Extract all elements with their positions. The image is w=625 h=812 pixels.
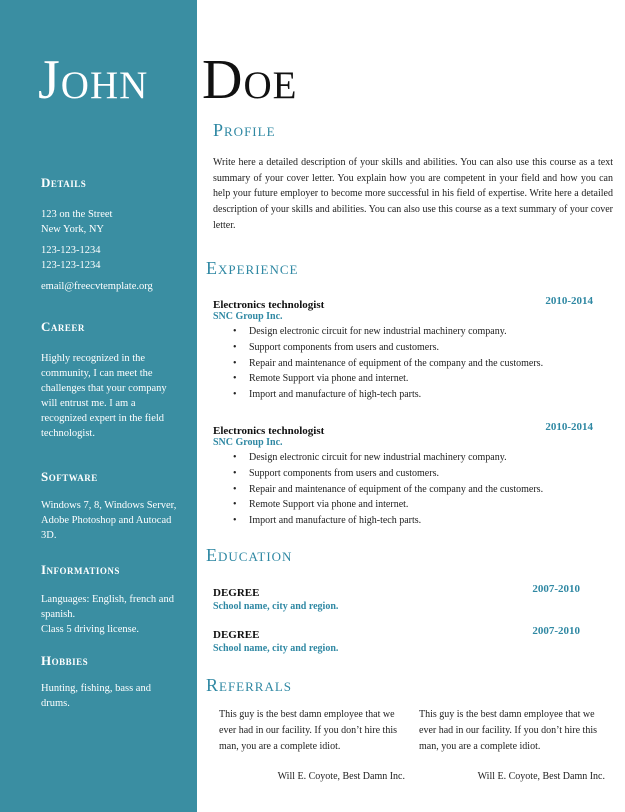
degree-name: DEGREE bbox=[213, 629, 260, 641]
duty-item: • Remote Support via phone and internet. bbox=[213, 497, 593, 513]
referral-item bbox=[219, 707, 409, 782]
profile-text: Write here a detailed description of your skills and abilities. You can also use this course as a text summary of your cover letter. You explain how you are competent in your field and how you can help your future employer to become more successful in his field of expertise. Write here a detailed description of your skills and abilities. You can also use this course as a text summary of your cover letter. bbox=[213, 157, 613, 231]
education-entry bbox=[213, 583, 580, 612]
job-entry bbox=[213, 295, 593, 403]
job-entry bbox=[213, 421, 593, 529]
hobbies-text: Hunting, fishing, bass and drums. bbox=[41, 683, 151, 709]
referral-quote: This guy is the best damn employee that we ever had in our facility. If you don’t hire this man, you are a complete idiot. bbox=[219, 709, 398, 752]
referral-quote: This guy is the best damn employee that we ever had in our facility. If you don’t hire this man, you are a complete idiot. bbox=[419, 709, 598, 752]
referrals-title: Referrals bbox=[206, 675, 293, 695]
details-title: Details bbox=[41, 175, 87, 190]
address-line-2: New York, NY bbox=[41, 224, 105, 235]
education-entry bbox=[213, 625, 580, 654]
job-years: 2010-2014 bbox=[545, 421, 593, 433]
software-text: Windows 7, 8, Windows Server, Adobe Photoshop and Autocad 3D. bbox=[41, 500, 177, 541]
first-name: John bbox=[38, 49, 149, 111]
informations-section bbox=[41, 562, 181, 637]
hobbies-title: Hobbies bbox=[41, 653, 89, 668]
last-name: Doe bbox=[202, 49, 298, 111]
degree-name: DEGREE bbox=[213, 587, 260, 599]
job-duties bbox=[213, 324, 593, 403]
degree-years: 2007-2010 bbox=[532, 583, 580, 595]
referral-item bbox=[419, 707, 609, 782]
email-link[interactable]: email@freecvtemplate.org bbox=[41, 281, 153, 292]
profile-title: Profile bbox=[213, 120, 276, 140]
referral-author: Will E. Coyote, Best Damn Inc. bbox=[277, 771, 405, 782]
duty-item: • Support components from users and customers. bbox=[213, 340, 593, 356]
job-years: 2010-2014 bbox=[545, 295, 593, 307]
phone-2: 123-123-1234 bbox=[41, 260, 101, 271]
degree-years: 2007-2010 bbox=[532, 625, 580, 637]
job-title: Electronics technologist bbox=[213, 299, 325, 311]
company-name: SNC Group Inc. bbox=[213, 437, 283, 448]
company-name: SNC Group Inc. bbox=[213, 311, 283, 322]
duty-item: • Import and manufacture of high-tech parts. bbox=[213, 513, 593, 529]
duty-item: • Support components from users and customers. bbox=[213, 466, 593, 482]
duty-item: • Remote Support via phone and internet. bbox=[213, 371, 593, 387]
job-duties bbox=[213, 450, 593, 529]
software-section bbox=[41, 469, 181, 543]
license-line: Class 5 driving license. bbox=[41, 624, 139, 635]
referral-author: Will E. Coyote, Best Damn Inc. bbox=[477, 771, 605, 782]
details-section bbox=[41, 175, 181, 294]
duty-item: • Design electronic circuit for new industrial machinery company. bbox=[213, 324, 593, 340]
experience-title: Experience bbox=[206, 258, 299, 278]
education-title: Education bbox=[206, 545, 293, 565]
duty-item: • Repair and maintenance of equipment of the company and the customers. bbox=[213, 482, 593, 498]
address-line-1: 123 on the Street bbox=[41, 209, 113, 220]
career-text: Highly recognized in the community, I can meet the challenges that your company will entrust me. I am a recognized expert in the field technologist. bbox=[41, 353, 167, 439]
software-title: Software bbox=[41, 469, 98, 484]
phone-1: 123-123-1234 bbox=[41, 245, 101, 256]
details-text bbox=[41, 207, 181, 294]
career-section bbox=[41, 319, 181, 441]
career-title: Career bbox=[41, 319, 85, 334]
duty-item: • Design electronic circuit for new industrial machinery company. bbox=[213, 450, 593, 466]
informations-title: Informations bbox=[41, 562, 120, 577]
duty-item: • Import and manufacture of high-tech parts. bbox=[213, 387, 593, 403]
languages-line: Languages: English, french and spanish. bbox=[41, 594, 174, 620]
school-name: School name, city and region. bbox=[213, 643, 339, 654]
school-name: School name, city and region. bbox=[213, 601, 339, 612]
hobbies-section bbox=[41, 653, 181, 711]
job-title: Electronics technologist bbox=[213, 425, 325, 437]
informations-text bbox=[41, 592, 181, 637]
duty-item: • Repair and maintenance of equipment of the company and the customers. bbox=[213, 356, 593, 372]
